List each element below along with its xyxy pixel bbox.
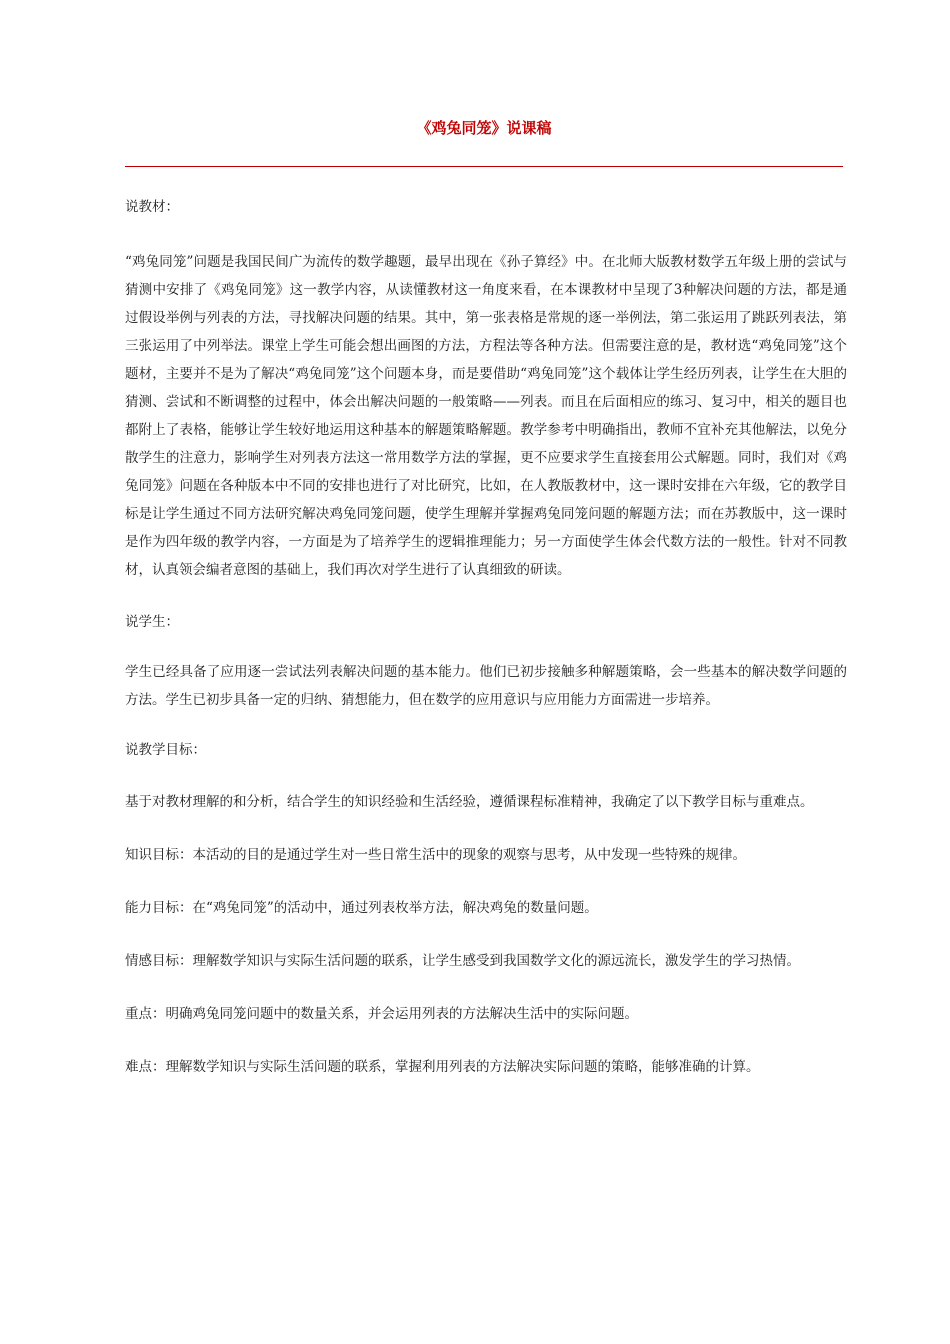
document-body: [125, 195, 847, 1079]
goals-intro: 基于对教材理解的和分析，结合学生的知识经验和生活经验，遵循课程标准精神，我确定了以下教学目标与重难点。: [125, 794, 814, 810]
material-paragraph: “鸡兔同笼”问题是我国民间广为流传的数学趣题，最早出现在《孙子算经》中。在北师大版教材数学五年级上册的尝试与猜测中安排了《鸡兔同笼》这一教学内容，从读懂教材这一角度来看，在本课教材中呈现了3种解决问题的方法，都是通过假设举例与列表的方法，寻找解决问题的结果。其中，第一张表格是常规的逐一举例法，第二张运用了跳跃列表法，第三张运用了中列举法。课堂上学生可能会想出画图的方法，方程法等各种方法。但需要注意的是，教材选“鸡兔同笼”这个题材，主要并不是为了解决“鸡兔同笼”这个问题本身，而是要借助“鸡兔同笼”这个载体让学生经历列表，让学生在大胆的猜测、尝试和不断调整的过程中，体会出解决问题的一般策略——列表。而且在后面相应的练习、复习中，相关的题目也都附上了表格，能够让学生较好地运用这种基本的解题策略解题。教学参考中明确指出，教师不宜补充其他解法，以免分散学生的注意力，影响学生对列表方法这一常用数学方法的掌握，更不应要求学生直接套用公式解题。同时，我们对《鸡兔同笼》问题在各种版本中不同的安排也进行了对比研究，比如，在人教版教材中，这一课时安排在六年级，它的教学目标是让学生通过不同方法研究解决鸡兔同笼问题，使学生理解并掌握鸡兔同笼问题的解题方法；而在苏教版中，这一课时是作为四年级的教学内容，一方面是为了培养学生的逻辑推理能力；另一方面使学生体会代数方法的一般性。针对不同教材，认真领会编者意图的基础上，我们再次对学生进行了认真细致的研读。: [125, 254, 847, 578]
document-title: 《鸡兔同笼》说课稿: [416, 119, 552, 137]
material-heading: 说教材：: [125, 199, 179, 215]
key-point: 重点：明确鸡兔同笼问题中的数量关系，并会运用列表的方法解决生活中的实际问题。: [125, 1006, 638, 1022]
students-heading: 说学生：: [125, 614, 179, 630]
knowledge-goal: 知识目标：本活动的目的是通过学生对一些日常生活中的现象的观察与思考，从中发现一些特殊的规律。: [125, 847, 746, 863]
difficult-point: 难点：理解数学知识与实际生活问题的联系，掌握利用列表的方法解决实际问题的策略，能够准确的计算。: [125, 1059, 760, 1075]
goals-heading: 说教学目标：: [125, 742, 206, 758]
students-paragraph: 学生已经具备了应用逐一尝试法列表解决问题的基本能力。他们已初步接触多种解题策略，会一些基本的解决数学问题的方法。学生已初步具备一定的归纳、猜想能力，但在数学的应用意识与应用能力方面需进一步培养。: [125, 664, 847, 708]
title-divider: [125, 166, 843, 167]
ability-goal: 能力目标：在“鸡兔同笼”的活动中，通过列表枚举方法，解决鸡兔的数量问题。: [125, 900, 598, 916]
emotion-goal: 情感目标：理解数学知识与实际生活问题的联系，让学生感受到我国数学文化的源远流长，激发学生的学习热情。: [125, 953, 800, 969]
